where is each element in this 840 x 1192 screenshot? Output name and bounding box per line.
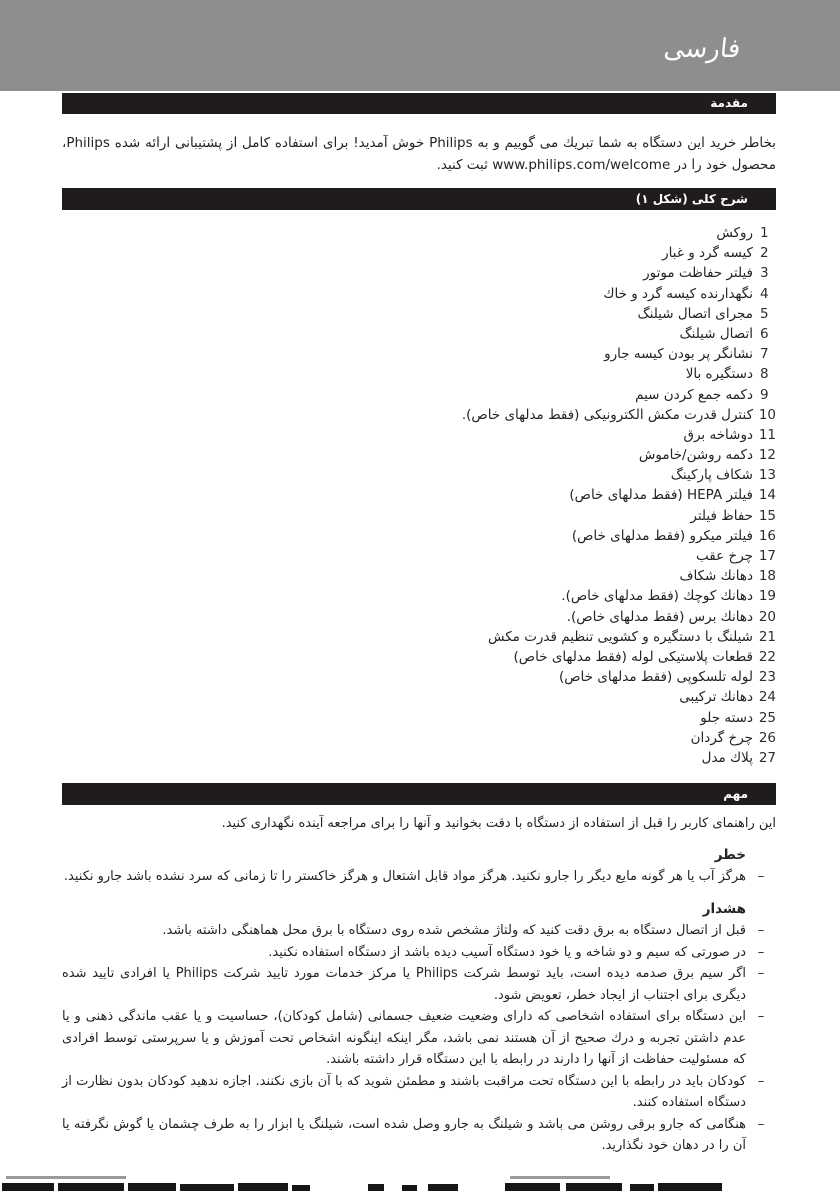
bullet-text: در صورتی كه سیم و دو شاخه و یا خود دستگاه آسیب دیده باشد از دستگاه استفاده نكنید. bbox=[268, 944, 746, 960]
part-number: 4 bbox=[760, 285, 769, 302]
cutoff-print-fragment bbox=[505, 1183, 560, 1191]
bullet-dash: – bbox=[757, 868, 765, 884]
part-row bbox=[62, 223, 776, 243]
part-label: لوله تلسكوپی (فقط مدلهای خاص) bbox=[558, 669, 753, 686]
part-number: 10 bbox=[758, 406, 776, 423]
bullet-dash: – bbox=[757, 944, 765, 960]
part-row bbox=[62, 687, 776, 707]
part-number: 18 bbox=[758, 568, 776, 585]
part-row bbox=[62, 708, 776, 728]
section-bar-overview bbox=[62, 188, 776, 210]
cutoff-print-fragment bbox=[238, 1183, 288, 1191]
part-number: 23 bbox=[758, 669, 776, 686]
bullet-text: هرگز آب یا هر گونه مایع دیگر را جارو نكنید. هرگز مواد قابل اشتعال و هرگز خاكستر را تا زمانی كه سرد نشده باشد جارو نكنید. bbox=[63, 868, 746, 884]
part-label: دهانك برس (فقط مدلهای خاص). bbox=[566, 608, 753, 625]
part-label: چرخ عقب bbox=[696, 548, 753, 564]
part-row bbox=[62, 586, 776, 606]
part-row bbox=[62, 465, 776, 485]
part-label: فیلتر حفاظت موتور bbox=[643, 265, 753, 282]
part-row bbox=[62, 566, 776, 586]
part-row bbox=[62, 506, 776, 526]
part-label: نگهدارنده كیسه گرد و خاك bbox=[603, 285, 753, 302]
part-row bbox=[62, 425, 776, 445]
warning-bullet bbox=[62, 920, 776, 942]
part-row bbox=[62, 748, 776, 768]
part-label: دستگیره بالا bbox=[685, 366, 753, 383]
part-row bbox=[62, 627, 776, 647]
part-number: 3 bbox=[760, 265, 769, 282]
part-label: فیلتر HEPA (فقط مدلهای خاص) bbox=[569, 487, 753, 504]
part-row bbox=[62, 364, 776, 384]
part-row bbox=[62, 728, 776, 748]
part-number: 11 bbox=[758, 426, 776, 443]
part-number: 1 bbox=[760, 225, 769, 241]
part-row bbox=[62, 344, 776, 364]
part-number: 8 bbox=[760, 366, 769, 383]
cutoff-print-fragment bbox=[402, 1185, 417, 1191]
bullet-dash: – bbox=[757, 923, 765, 938]
part-label: روكش bbox=[716, 225, 753, 241]
part-label: قطعات پلاستیكی لوله (فقط مدلهای خاص) bbox=[513, 648, 753, 665]
cutoff-print-fragment bbox=[58, 1183, 124, 1191]
part-number: 24 bbox=[758, 689, 776, 706]
part-number: 16 bbox=[758, 527, 776, 544]
part-number: 22 bbox=[758, 648, 776, 665]
part-label: دكمه جمع كردن سیم bbox=[635, 386, 753, 403]
part-row bbox=[62, 445, 776, 465]
part-label: چرخ گردان bbox=[690, 729, 753, 746]
part-label: دسته جلو bbox=[700, 709, 753, 726]
part-label: دهانك تركیبی bbox=[679, 689, 753, 706]
introduction-paragraph: بخاطر خرید این دستگاه به شما تبریك می گوییم و به Philips خوش آمدید! برای استفاده كامل از پشتیبانی ارائه شده Philips، محصول خود را در www.philips.com/welcome ثبت كنید. bbox=[62, 135, 776, 173]
part-label: دهانك كوچك (فقط مدلهای خاص). bbox=[561, 588, 753, 605]
language-label: فارسی bbox=[662, 34, 742, 64]
bullet-dash: – bbox=[757, 1073, 765, 1089]
section-title-overview: شرح كلی (شكل ۱) bbox=[635, 192, 748, 206]
cutoff-print-fragment bbox=[566, 1183, 622, 1191]
part-row bbox=[62, 243, 776, 263]
cutoff-print-fragment bbox=[658, 1183, 722, 1191]
bullet-dash: – bbox=[757, 1116, 765, 1132]
part-row bbox=[62, 304, 776, 324]
part-label: شیلنگ با دستگیره و كشویی تنظیم قدرت مكش bbox=[488, 628, 753, 645]
bullet-dash: – bbox=[757, 1009, 765, 1024]
section-title-important: مهم bbox=[723, 787, 748, 801]
section-bar-introduction bbox=[62, 93, 776, 114]
part-label: شكاف پاركینگ bbox=[670, 467, 753, 484]
warning-bullet bbox=[62, 963, 776, 1006]
part-number: 9 bbox=[760, 386, 769, 403]
warning-bullet bbox=[62, 942, 776, 964]
part-row bbox=[62, 485, 776, 505]
part-number: 12 bbox=[758, 447, 776, 464]
cutoff-print-fragment bbox=[292, 1185, 310, 1191]
part-label: نشانگر پر بودن كیسه جارو bbox=[604, 346, 753, 363]
cutoff-print-fragment bbox=[2, 1183, 54, 1191]
part-number: 20 bbox=[758, 608, 776, 625]
read-manual-note: این راهنمای كاربر را قبل از استفاده از دستگاه با دقت بخوانید و آنها را برای مراجعه آینده نگهداری كنید. bbox=[221, 816, 776, 831]
part-label: اتصال شیلنگ bbox=[679, 325, 753, 342]
warning-bullet bbox=[62, 1071, 776, 1114]
part-row bbox=[62, 284, 776, 304]
bullet-text: اگر سیم برق صدمه دیده است، باید توسط شركت Philips یا مركز خدمات مورد تایید شركت Philips یا افرادی تایید شده دیگری برای اجتناب از ایجاد خطر، تعویض شود. bbox=[62, 966, 747, 1003]
part-label: فیلتر میكرو (فقط مدلهای خاص) bbox=[571, 527, 753, 544]
danger-bullet bbox=[62, 866, 776, 888]
part-label: دهانك شكاف bbox=[679, 568, 753, 585]
part-label: كیسه گرد و غبار bbox=[662, 245, 753, 262]
warning-bullet bbox=[62, 1006, 776, 1071]
part-number: 2 bbox=[760, 245, 769, 262]
part-row bbox=[62, 526, 776, 546]
important-section bbox=[62, 813, 776, 1157]
bullet-text: هنگامی كه جارو برقی روشن می باشد و شیلنگ به جارو وصل شده است، شیلنگ یا ابزار را به طرف چشمان یا گوش نگرفته یا آن را در دهان خود نگذارید. bbox=[62, 1116, 746, 1153]
danger-heading: خطر bbox=[714, 846, 746, 863]
danger-bullet-list bbox=[62, 866, 776, 888]
cutoff-print-fragment bbox=[128, 1183, 176, 1191]
part-number: 14 bbox=[758, 487, 776, 504]
cutoff-print-fragment bbox=[180, 1184, 234, 1191]
cutoff-print-fragment bbox=[510, 1176, 610, 1179]
part-number: 17 bbox=[758, 548, 776, 564]
part-label: حفاظ فیلتر bbox=[690, 507, 753, 524]
part-number: 5 bbox=[760, 305, 769, 322]
part-number: 6 bbox=[760, 325, 769, 342]
bullet-text: كودكان باید در رابطه با این دستگاه تحت مراقبت باشند و مطمئن شوید كه با آن بازی نكنند. اجازه ندهید كودكان بدون نظارت از دستگاه استفاده كنند. bbox=[62, 1073, 746, 1110]
part-row bbox=[62, 405, 776, 425]
part-row bbox=[62, 263, 776, 283]
warning-heading: هشدار bbox=[702, 901, 746, 917]
part-label: مجرای اتصال شیلنگ bbox=[637, 305, 753, 322]
part-label: پلاك مدل bbox=[701, 749, 753, 766]
bullet-dash: – bbox=[757, 966, 765, 981]
cutoff-print-fragment bbox=[630, 1184, 654, 1191]
part-label: دكمه روشن/خاموش bbox=[638, 447, 753, 464]
part-number: 25 bbox=[758, 709, 776, 726]
part-number: 26 bbox=[758, 729, 776, 746]
parts-list bbox=[62, 223, 776, 768]
part-number: 7 bbox=[760, 346, 769, 363]
part-label: كنترل قدرت مكش الكترونیكی (فقط مدلهای خاص). bbox=[461, 406, 753, 423]
part-number: 19 bbox=[758, 588, 776, 605]
part-row bbox=[62, 667, 776, 687]
cutoff-print-fragment bbox=[428, 1184, 458, 1191]
warning-bullet bbox=[62, 1114, 776, 1157]
part-row bbox=[62, 385, 776, 405]
page-content bbox=[62, 0, 776, 1192]
bullet-text: قبل از اتصال دستگاه به برق دقت كنید كه ولتاژ مشخص شده روی دستگاه با برق محل هماهنگی داشته باشد. bbox=[162, 923, 746, 938]
warning-bullet-list bbox=[62, 920, 776, 1157]
part-number: 21 bbox=[758, 628, 776, 645]
cutoff-print-fragment bbox=[368, 1184, 384, 1191]
cutoff-print-fragment bbox=[6, 1176, 126, 1179]
part-row bbox=[62, 647, 776, 667]
part-label: دوشاخه برق bbox=[683, 426, 753, 443]
part-row bbox=[62, 546, 776, 566]
part-number: 13 bbox=[758, 467, 776, 484]
part-number: 15 bbox=[758, 507, 776, 524]
section-bar-important bbox=[62, 783, 776, 805]
bullet-text: این دستگاه برای استفاده اشخاصی كه دارای وضعیت ضعیف جسمانی (شامل كودكان)، حساسیت و یا عقب ماندگی ذهنی و یا عدم داشتن تجربه و درك صحیح از آن هستند نمی باشد، مگر اینكه اینگونه اشخاص تحت آموزش و یا سرپرستی توسط افرادی كه مسئولیت حفاظت از آنها را دارند در رابطه با این دستگاه قرار داشته باشند. bbox=[62, 1009, 746, 1067]
cutoff-print-row bbox=[0, 1181, 840, 1192]
part-row bbox=[62, 324, 776, 344]
section-title-introduction: مقدمة bbox=[710, 96, 748, 110]
part-row bbox=[62, 607, 776, 627]
part-number: 27 bbox=[758, 749, 776, 766]
